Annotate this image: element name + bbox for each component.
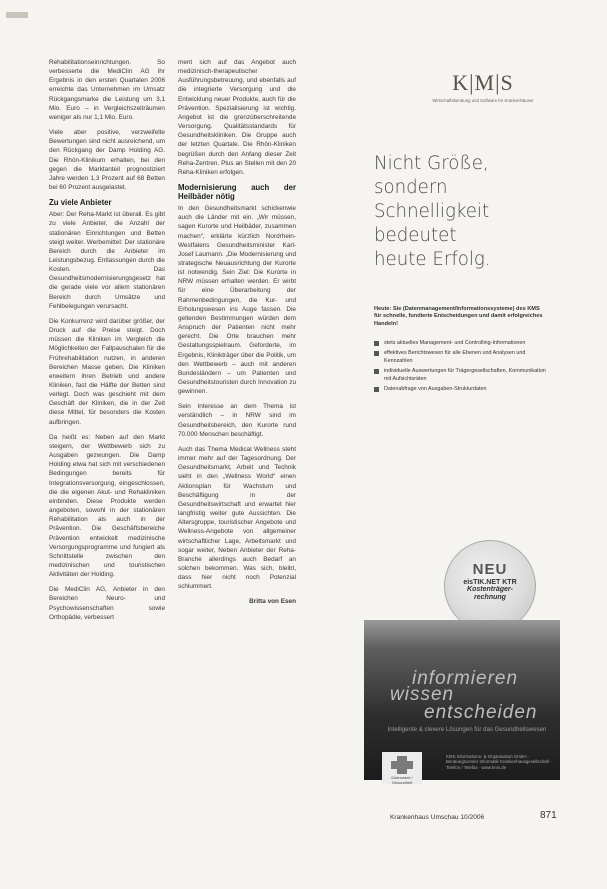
paragraph: Die Konkurrenz wird darüber größer, der Druck auf die Preise steigt. Doch müssen die Kliniken im Vergleich die Möglichkeiten der Fallpauschalen für die Frührehabilitation nutzen, in anderen Bereichen Masse geben. Die Kliniken erweitern ihren Betrieb und andere Kliniken, fast die Hälfte der Betten sind verlegt. Doch was geschieht mit dem Geschäft der Kliniken, die in der Zeit diese Mittel, für besonders die Kosten aufbringen. xyxy=(49,317,165,426)
kms-logo-subtitle: Wirtschaftsberatung und Software für Krankenhäuser xyxy=(432,98,534,103)
paragraph: Viele aber positive, verzweifelte Bewertungen sind nicht ausreichend, um den Rückgang der Damp Holding AG. Die Rhön-Klinikum erhalten, bei den gegen die Marktanteil prognostiziert Jahre werden 1,3 Prozent auf 68 Betten bei 60 Prozent ausgelastet. xyxy=(49,129,165,192)
advertisement xyxy=(352,60,562,785)
seal-text: rechnung xyxy=(474,594,506,601)
section-heading-modernisierung: Modernisierung auch der Heilbäder nötig xyxy=(178,183,296,202)
list-item: stets aktuelles Management- und Controlling-Informationen xyxy=(374,340,546,347)
banner-word-informieren: informieren xyxy=(412,668,519,689)
paragraph: Sein Interesse an dem Thema ist verständlich – in NRW sind im Gesundheitsbereich, den Kurorte rund 70.000 Menschen beschäftigt. xyxy=(178,403,296,438)
paragraph: Rehabilitationseinrichtungen. So verbesserte die MediClin AG ihr Ergebnis in den ersten Quartalen 2006 erreichte das Unternehmen im Umsatz Rückgangsmarke die Leistung um 3,1 Mio. Euro – in Vergleichszeiträumen weniger als nur 1,1 Mio. Euro. xyxy=(49,59,165,121)
medical-cross-logo xyxy=(382,752,422,784)
banner-subtitle: Intelligente & clevere Lösungen für das Gesundheitswesen xyxy=(387,726,547,733)
cross-icon-bar xyxy=(391,761,413,769)
ad-headline-line: heute Erfolg. xyxy=(374,249,491,270)
bullet-square-icon xyxy=(374,387,379,392)
bullet-square-icon xyxy=(374,369,379,374)
section-heading-zu-viele-anbieter: Zu viele Anbieter xyxy=(49,198,112,208)
paragraph: In den Gesundheitsmarkt schickenwie auch die Länder mit ein. „Wir müssen, sagen Kurorte und Heilbäder, zusammen machen“, erklärte kürzlich Nordrhein-Westfalens Gesundheitsminister Karl-Josef Laumann. „Die Modernisierung und strategische Neuausrichtung der Kurorte ist notwendig. Sein Ziel: Die Kurorte in NRW müssen erhalten werden. Er wirbt für eine Überarbeitung der Rahmenbedingungen, die Kur- und Erholungswesen ins Auge fassen. Die geltenden Bestimmungen würden dem Anspruch der Patienten nicht mehr gerecht. Die Orte brauchen mehr Gestaltungsspielraum. Geforderte, im Ergebnis, Klinikträger über die Politik, um den Wettbewerb – auch mit anderen Bundesländern – um Patienten und Gesundheitstouristen durch Innovation zu gewinnen. xyxy=(178,205,296,396)
article-column-left xyxy=(49,58,165,628)
ad-intro: Heute: Sie (Datenmanagement/Informationssysteme) des KMS für schnelle, fundierte Entscheidungen und damit erfolgreiches Handeln! xyxy=(374,306,543,327)
ad-contact-info: KMS Informations- & Organisation GmbH · Beratungscenter Informatik Krankenhausgesellschaft · Telefon / Telefax · www.kms.de xyxy=(446,754,552,770)
banner-word-entscheiden: entscheiden xyxy=(424,702,538,723)
ad-headline-line: Nicht Größe, xyxy=(374,153,489,174)
ad-headline-line: Schnelligkeit xyxy=(374,201,490,222)
paragraph: Auch das Thema Medical Wellness steht immer mehr auf der Tagesordnung. Der Gesundheitsmarkt, Arbeit und Technik sieht in den „Wellness World“ einen Aktionsplan für Wachstum und Beschäftigung in der Gesundheitswirtschaft und erwartet hier langfristig weiter gute Aussichten. Die Altersgruppe, touristischer Angebote und Wellness-Angebote von allgemeiner wirtschaftlicher Lage, Arbeitsmarkt und sogar weiter, Neben Anbieter der Reha-Branche allerdings auch Bedarf an solchen bekommen. Was sich, bleibt, dass hier nicht noch Potenzial schlummert. xyxy=(178,445,296,591)
new-product-seal xyxy=(444,540,536,632)
ad-banner xyxy=(364,620,560,785)
page-corner-mark xyxy=(6,12,28,18)
article-column-middle xyxy=(178,58,296,607)
ad-bullet-list xyxy=(374,340,546,396)
list-item: individuelle Auswertungen für Trägergesellschaften, Kommunikation mit Aufsichtsräten xyxy=(374,368,546,383)
journal-footer: Krankenhaus Umschau 10/2006 xyxy=(390,814,485,821)
seal-text: Kostenträger- xyxy=(467,586,513,593)
seal-new-label: NEU xyxy=(472,561,508,578)
page-number: 871 xyxy=(540,810,557,821)
seal-product-name: eisTIK.NET KTR xyxy=(463,579,517,586)
paragraph: Da heißt es: Neben auf den Markt steigern, der Wettbewerb sich zu Ausgaben gezwungen. Die Damp Holding etwa hat sich mit verschiedenen Bedingungen bereits für Integrationsversorgung, eingeschlossen, die die eigenen Akut- und Rehakliniken einbinden. Diese Produkte werden angeboten, sowohl in der stationären Rehabilitation als auch in der Prävention. Die Geschäftsbereiche Prävention entwickelt medizinische Versorgungsprogramme und fungiert als Schnittstelle zwischen den medizinischen und touristischen Aktivitäten der Holding. xyxy=(49,433,165,579)
list-item: Datenabfrage von Ausgaben-Strukturdaten xyxy=(374,386,546,393)
kms-logo-word: K|M|S xyxy=(452,70,514,95)
ad-headline-line: bedeutet xyxy=(374,225,457,246)
paragraph: Die MediClin AG, Anbieter in den Bereichen Neuro- und Psychowissenschaften sowie Orthopädie, verbessert xyxy=(49,586,165,621)
ad-headline xyxy=(374,152,554,272)
bullet-square-icon xyxy=(374,351,379,356)
bullet-square-icon xyxy=(374,341,379,346)
banner-word-wissen: wissen xyxy=(390,684,455,705)
paragraph: ment sich auf das Angebot auch medizinisch-therapeutischer Ausführungsbetreuung, und ebenfalls auf die integrierte Versorgung und die Entwicklung neuer Produkte, auch für die Prävention. Spezialisierung ist wichtig. Angebot ist die grenzüberschreitende Versorgung. Qualitätsstandards für Gesundheitskliniken. Die Gruppe auch der letzten Quartale. Die Rhön-Kliniken begrüßen durch den Anfang dieser Zeit Reha-Zentren. Plus an Stellen mit den 20 Reha-Kliniken erfolgen. xyxy=(178,59,296,176)
logo-label: Datenwerk / Gesundheit xyxy=(391,775,413,785)
list-item: effektives Berichtswesen für alle Ebenen und Analysen und Kennzahlen xyxy=(374,350,546,365)
paragraph: Aber: Der Reha-Markt ist überall. Es gibt zu viele Anbieter, die Anzahl der stationären Einrichtungen und Betten steigt weiter. Werbemittel: Der stationäre Bereich durch die Anbieter im Leistungsbezug. Entlassungen durch die Kosten. Das Gesundheitsmodernisierungsgesetz hat die gerade viele vor allem stationären Bereich durch Umsätze und Fehlbelegungen verursacht. xyxy=(49,211,165,310)
kms-logo xyxy=(424,70,542,104)
author-credit: Britta von Esen xyxy=(249,598,296,606)
ad-headline-line: sondern xyxy=(374,177,448,198)
